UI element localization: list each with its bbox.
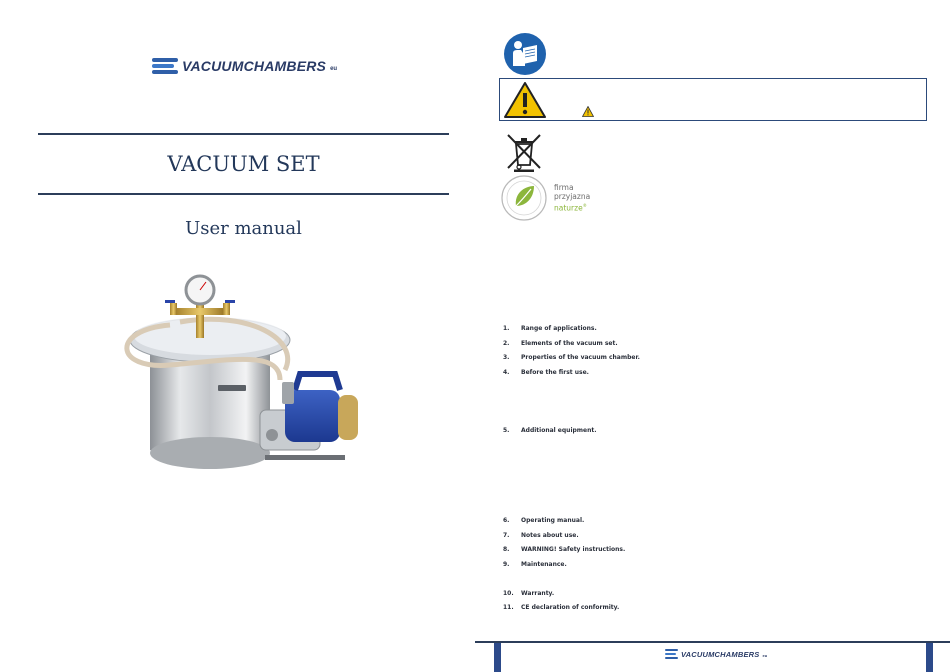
footer-logo-mark-icon xyxy=(665,649,678,659)
title-rule-top xyxy=(38,133,449,135)
logo-mark-icon xyxy=(152,57,178,75)
product-image xyxy=(110,270,370,485)
footer-logo xyxy=(665,649,767,659)
toc-item: 5. Additional equipment. xyxy=(503,427,597,434)
footer-bar-left xyxy=(494,643,501,672)
toc-item: 2. Elements of the vacuum set. xyxy=(503,340,618,347)
logo-suffix: eu xyxy=(330,66,338,72)
toc-item: 7. Notes about use. xyxy=(503,532,579,539)
toc-item: 11. CE declaration of conformity. xyxy=(503,604,620,611)
toc-item: 10. Warranty. xyxy=(503,590,555,597)
eco-text-line1: firma xyxy=(554,183,574,192)
footer-logo-wordmark: VACUUMCHAMBERS xyxy=(681,649,760,659)
eco-text-line3: naturze® xyxy=(554,203,587,213)
toc-item: 8. WARNING! Safety instructions. xyxy=(503,546,626,553)
toc-item: 4. Before the first use. xyxy=(503,369,589,376)
document-title: VACUUM SET xyxy=(167,152,320,176)
eco-text-line2: przyjazna xyxy=(554,192,591,201)
toc-item: 9. Maintenance. xyxy=(503,561,567,568)
footer-rule xyxy=(475,641,950,643)
footer-bar-right xyxy=(926,643,933,672)
toc-item: 1. Range of applications. xyxy=(503,325,597,332)
logo-wordmark: VACUUMCHAMBERS xyxy=(182,58,327,74)
table-of-contents xyxy=(475,0,950,672)
document-subtitle: User manual xyxy=(185,218,302,239)
toc-item: 3. Properties of the vacuum chamber. xyxy=(503,354,640,361)
footer-logo-suffix: eu xyxy=(762,653,768,658)
toc-item: 6. Operating manual. xyxy=(503,517,585,524)
brand-logo xyxy=(152,57,337,75)
title-rule-bottom xyxy=(38,193,449,195)
